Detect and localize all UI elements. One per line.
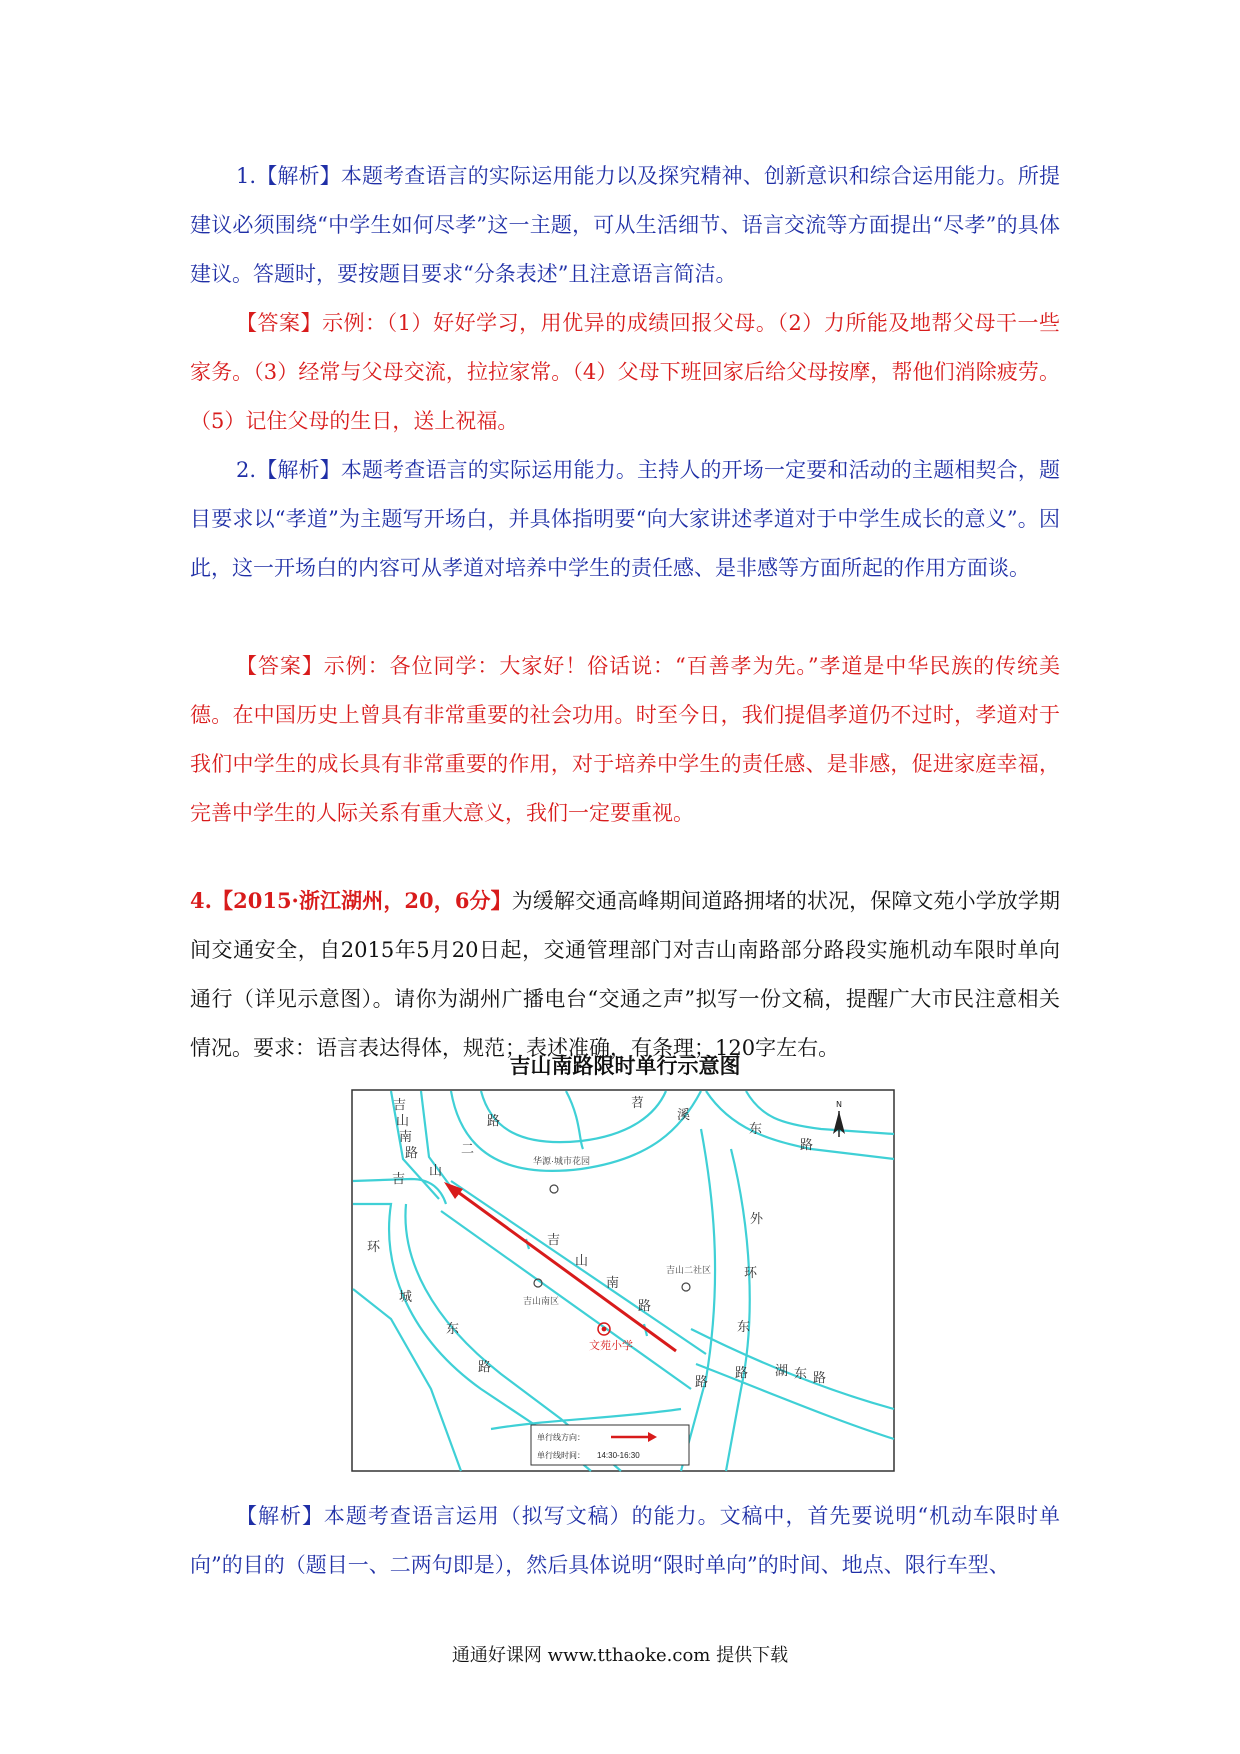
item-1-analysis [190,152,1060,299]
place-school: 文苑小学 [589,1340,633,1352]
label-dong-t: 东 [749,1121,763,1136]
item-1-answer [190,299,1060,446]
question-4-analysis-text: 本题考查语言运用（拟写文稿）的能力。文稿中，首先要说明“机动车限时单向”的目的（题目一、二两句即是），然后具体说明“限时单向”的时间、地点、限行车型、 [190,1504,1060,1577]
label-hu: 湖 [775,1363,789,1378]
item-2-tag: 2.【解析】 [236,458,341,482]
label-erhuan-lu: 路 [487,1113,501,1128]
label-lu-h: 路 [478,1359,492,1374]
question-4-analysis-tag: 【解析】 [236,1504,324,1528]
label-xi: 溪 [677,1107,691,1122]
item-1-answer-text: 示例：（1）好好学习，用优异的成绩回报父母。（2）力所能及地帮父母干一些家务。（3）经常与父母交流，拉拉家常。（4）父母下班回家后给父母按摩，帮他们消除疲劳。（5）记住父母的生日，送上祝福。 [190,311,1061,433]
question-4-text: 为缓解交通高峰期间道路拥堵的状况，保障文苑小学放学期间交通安全，自2015年5月20日起，交通管理部门对吉山南路部分路段实施机动车限时单向通行（详见示意图）。请你为湖州广播电台“交通之声”拟写一份文稿，提醒广大市民注意相关情况。要求：语言表达得体，规范；表述准确，有条理；120字左右。 [190,889,1060,1060]
map-title: 吉山南路限时单行示意图 [509,1053,741,1078]
label-ji-h: 吉 [392,1171,406,1186]
label-lu-hu: 路 [813,1370,827,1385]
label-lu-w: 路 [735,1365,749,1380]
legend-time-value: 14:30-16:30 [597,1451,640,1460]
item-2-analysis [190,446,1060,593]
item-2-text: 本题考查语言的实际运用能力。主持人的开场一定要和活动的主题相契合，题目要求以“孝道”为主题写开场白，并具体指明要“向大家讲述孝道对于中学生成长的意义”。因此，这一开场白的内容可从孝道对培养中学生的责任感、是非感等方面所起的作用方面谈。 [190,458,1060,580]
label-shan-v: 山 [396,1113,410,1128]
item-1-text: 本题考查语言的实际运用能力以及探究精神、创新意识和综合运用能力。所提建议必须围绕“中学生如何尽孝”这一主题，可从生活细节、语言交流等方面提出“尽孝”的具体建议。答题时，要按题目要求“分条表述”且注意语言简洁。 [190,164,1060,286]
place-jishannan: 吉山南区 [523,1296,560,1306]
map-legend [531,1425,689,1465]
legend-direction-label: 单行线方向： [537,1433,585,1442]
place-jishan2: 吉山二社区 [666,1265,712,1275]
label-cheng-h: 城 [399,1289,413,1304]
label-shan-m: 山 [575,1253,589,1268]
label-dong-w: 东 [737,1319,751,1334]
place-huayuan: 华源·城市花园 [533,1156,590,1166]
label-lu-m: 路 [638,1298,652,1313]
label-wai: 外 [750,1211,764,1226]
item-1-answer-tag: 【答案】 [236,311,323,335]
question-4-source: 4.【2015·浙江湖州，20，6分】 [190,888,512,913]
label-lu-t: 路 [800,1137,814,1152]
label-lu-s: 路 [695,1374,709,1389]
question-4 [190,876,1060,1073]
label-ji-v: 吉 [393,1097,407,1112]
label-dong-hu: 东 [794,1366,808,1381]
label-huan-h: 环 [367,1239,381,1254]
legend-time-label: 单行线时间： [537,1451,585,1460]
label-lu-v: 路 [405,1145,419,1160]
label-erhuan-shan: 山 [429,1163,443,1178]
item-1-tag: 1.【解析】 [236,164,341,188]
question-4-analysis [190,1492,1060,1590]
label-huan-w: 环 [744,1265,758,1280]
north-label: N [836,1100,842,1109]
label-nan-m: 南 [606,1275,620,1290]
road-map [351,1089,895,1472]
item-2-answer-text: 示例：各位同学：大家好！俗话说：“百善孝为先。”孝道是中华民族的传统美德。在中国历史上曾具有非常重要的社会功用。时至今日，我们提倡孝道仍不过时，孝道对于我们中学生的成长具有非常重要的作用，对于培养中学生的责任感、是非感，促进家庭幸福，完善中学生的人际关系有重大意义，我们一定要重视。 [190,654,1061,825]
item-2-answer-tag: 【答案】 [236,654,324,678]
page-footer: 通通好课网 www.tthaoke.com 提供下载 [451,1645,789,1666]
label-erhuan-er: 二 [461,1141,475,1156]
label-nan-v: 南 [399,1129,413,1144]
label-tiao: 苕 [631,1095,645,1110]
label-dong-h: 东 [446,1321,460,1336]
item-2-answer [190,642,1060,838]
label-ji-m: 吉 [547,1232,561,1247]
